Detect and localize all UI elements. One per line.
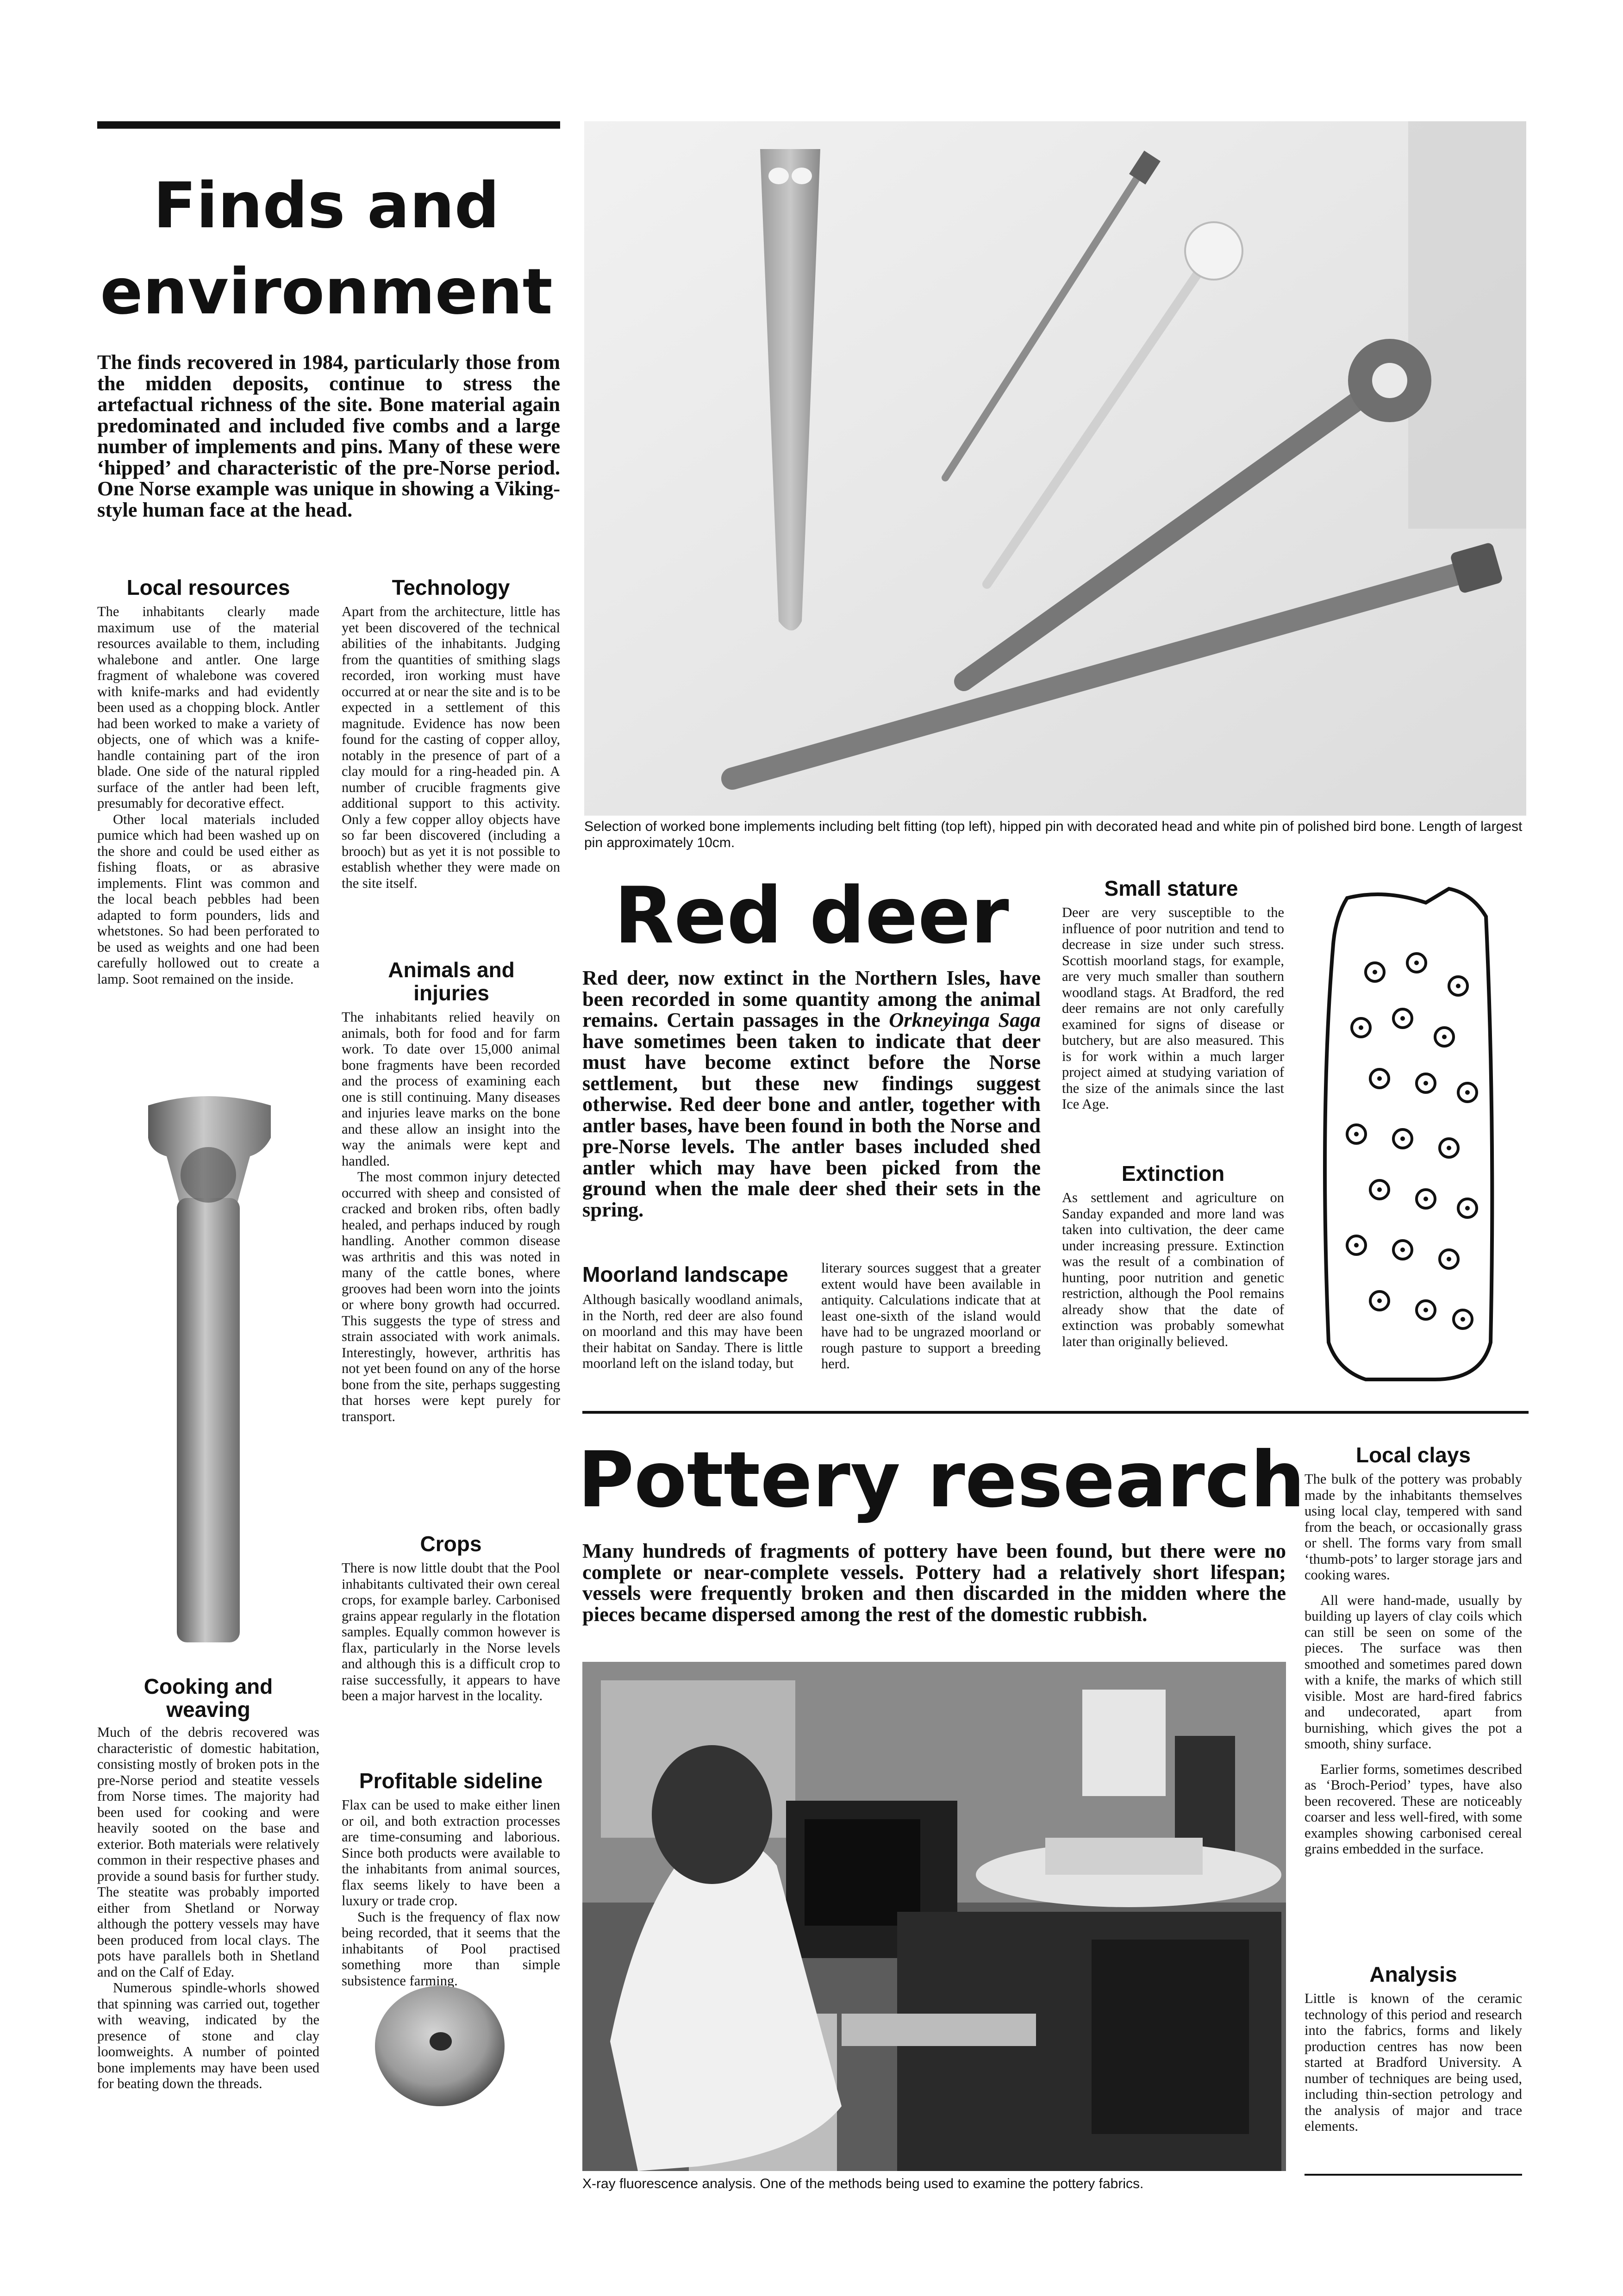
sideline-p1: Flax can be used to make either linen or oil, and both extraction processes are time-consuming and laborious. Since both products were available to the inhabitants from animal sources, flax seems likely to have been a luxury or trade crop. (342, 1797, 560, 1909)
extinction-heading: Extinction (1121, 1161, 1225, 1185)
antler-drawing (1310, 880, 1514, 1393)
local-clays-text (1305, 1471, 1522, 1857)
animals-p1: The inhabitants relied heavily on animals, both for food and for farm work. To date over 15,000 animal bone fragments have been recorded and the process of examining each one is still continuing. Many diseases and injuries leave marks on the bone and these allow an insight into the way the animals were kept and handled. (342, 1009, 560, 1169)
finds-title-line2: environment (100, 256, 553, 329)
technology-heading: Technology (392, 575, 510, 599)
bone-implements-photo (584, 121, 1526, 816)
local-clays-p1: The bulk of the pottery was probably made by the inhabitants themselves using local clay, tempered with sand from the beach, or occasionally grass or shell. The forms vary from small ‘thumb-pots’ to larger storage jars and cooking wares. (1305, 1471, 1522, 1583)
local-clays-heading: Local clays (1355, 1443, 1471, 1467)
red-deer-lead-saga: Orkneyinga Saga (889, 1008, 1041, 1031)
local-resources-heading: Local resources (126, 575, 290, 599)
local-clays-p2: All were hand-made, usually by building up layers of clay coils which can still be seen on some of the pieces. The surface was then smoothed and sometimes pared down with a knife, the marks of which still visible. Most are hard-fired fabrics and undecorated, apart from burnishing, which gives the pot a smooth, shiny surface. (1305, 1592, 1522, 1752)
animals-heading: Animals and injuries (388, 958, 515, 1005)
red-deer-lead-post: have sometimes been taken to indicate that deer must have become extinct before the Norse settlement, but these new findings suggest otherwise. Red deer bone and antler, together with antler bases, have been found in both the Norse and pre-Norse levels. The antler bases included shed antler which may have been picked from the ground when the male deer shed their sets in the spring. (582, 1029, 1041, 1221)
pottery-title: Pottery research (578, 1435, 1305, 1525)
spindle-whorl-photo (370, 1972, 509, 2115)
cooking-heading: Cooking and weaving (144, 1674, 273, 1722)
pottery-lead: Many hundreds of fragments of pottery have been found, but there were no complete or near-complete vessels. Pottery had a relatively short lifespan; vessels were frequently broken and then discarded in the midden where the pieces became dispersed among the rest of the domestic rubbish. (582, 1539, 1286, 1626)
xrf-photo (582, 1662, 1286, 2171)
sideline-heading: Profitable sideline (359, 1769, 543, 1793)
stone-implement-photo (139, 1087, 278, 1652)
red-deer-title: Red deer (614, 870, 1009, 961)
moorland-text-col1 (582, 1292, 803, 1372)
stature-text (1062, 905, 1284, 1112)
bone-implements-image (584, 121, 1526, 816)
xrf-photo-caption: X-ray fluorescence analysis. One of the methods being used to examine the pottery fabrics. (582, 2176, 1144, 2191)
xrf-photo-image (582, 1662, 1286, 2171)
moorland-text-col2 (821, 1260, 1041, 1372)
animals-p2: The most common injury detected occurred with sheep and consisted of cracked and broken ribs, often badly healed, and perhaps induced by rough handling. Another common disease was arthritis and this was noted in many of the cattle bones, where grooves had been worn into the joints or where bony growth had occurred. This suggests the type of stress and strain associated with work animals. Interestingly, however, arthritis has not yet been found on any of the horse bone from the site, perhaps suggesting that horses were kept purely for transport. (342, 1169, 560, 1424)
finds-title (93, 163, 560, 335)
top-rule (97, 121, 560, 129)
crops-text (342, 1560, 560, 1704)
local-resources-text (97, 604, 319, 987)
finds-title-line1: Finds and (153, 169, 499, 243)
moorland-p1a: Although basically woodland animals, in the North, red deer are also found on moorland and this may have been their habitat on Sanday. There is little moorland left on the island today, but (582, 1292, 803, 1371)
stature-heading: Small stature (1104, 876, 1238, 900)
cooking-p1: Much of the debris recovered was characteristic of domestic habitation, consisting mostly of broken pots in the pre-Norse period and steatite vessels from Norse times. The majority had been used for cooking and were heavily sooted on the base and exterior. Both materials were relatively common in their respective phases and provide a sound basis for further study. The steatite was probably imported either from Shetland or Norway although the pottery vessels may have been produced from local clays. The pots have parallels both in Shetland and on the Calf of Eday. (97, 1724, 319, 1980)
extinction-p1: As settlement and agriculture on Sanday expanded and more land was taken into cultivation, the deer came under increasing pressure. Extinction was the result of a combination of hunting, poor nutrition and genetic restriction, although the Pool remains already show that the date of extinction was probably somewhat later than originally believed. (1062, 1190, 1284, 1349)
red-deer-lead-pre: Red deer, now extinct in the Northern Isles, have been recorded in some quantity among the animal remains. Certain passages in the (582, 966, 1041, 1031)
cooking-text (97, 1724, 319, 2092)
cooking-p2: Numerous spindle-whorls showed that spinning was carried out, together with weaving, indicated by the presence of stone and clay loomweights. A number of pointed bone implements may have been used for beating down the threads. (97, 1980, 319, 2091)
antler-drawing-image (1310, 880, 1514, 1393)
sideline-p2: Such is the frequency of flax now being recorded, that it seems that the inhabitants of Pool practised something more than simple subsistence farming. (342, 1909, 560, 1989)
animals-text (342, 1009, 560, 1424)
analysis-p1: Little is known of the ceramic technology of this period and research into the fabrics, forms and likely production centres has now been started at Bradford University. A number of techniques are being used, including thin-section petrology and the analysis of major and trace elements. (1305, 1990, 1522, 2134)
red-deer-lead (582, 967, 1041, 1220)
technology-p1: Apart from the architecture, little has yet been discovered of the technical abilities of the inhabitants. Judging from the quantities of smithing slags recorded, iron working must have occurred at or near the site and is to be expected in a settlement of this magnitude. Evidence has now been found for the casting of copper alloy, notably in the presence of part of a clay mould for a ring-headed pin. A number of crucible fragments give additional support to this activity. Only a few copper alloy objects have so far been discovered (including a brooch) but as yet it is not possible to establish whether they were made on the site itself. (342, 604, 560, 891)
local-resources-p2: Other local materials included pumice which had been washed up on the shore and could be used either as fishing floats, or as abrasive implements. Flint was common and the local beach pebbles had been adapted to form pounders, lids and whetstones. So had been perforated to be used as weights and one had been carefully hollowed out to create a lamp. Soot remained on the inside. (97, 811, 319, 987)
extinction-text (1062, 1190, 1284, 1349)
bone-photo-caption: Selection of worked bone implements including belt fitting (top left), hipped pin with decorated head and white pin of polished bird bone. Length of largest pin approximately 10cm. (584, 819, 1523, 850)
stature-p1: Deer are very susceptible to the influence of poor nutrition and tend to decrease in size under such stress. Scottish moorland stags, for example, are very much smaller than southern woodland stags. At Bradford, the red deer remains are not only carefully examined for signs of disease or butchery, but are also measured. This is for work within a much larger project aimed at studying variation of the size of the animals since the last Ice Age. (1062, 905, 1284, 1112)
analysis-heading: Analysis (1369, 1962, 1457, 1986)
crops-heading: Crops (420, 1532, 482, 1556)
pottery-rule (582, 1411, 1529, 1414)
sideline-text (342, 1797, 560, 1989)
moorland-p1b: literary sources suggest that a greater extent would have been available in antiquity. Calculations indicate that at least one-sixth of the island would have had to be ungrazed moorland or rough pasture to support a breeding herd. (821, 1260, 1041, 1372)
moorland-heading: Moorland landscape (582, 1262, 788, 1286)
analysis-end-rule (1305, 2174, 1522, 2176)
analysis-text (1305, 1990, 1522, 2134)
stone-implement-image (139, 1087, 278, 1652)
local-resources-p1: The inhabitants clearly made maximum use of the material resources available to them, including whalebone and antler. One large fragment of whalebone was covered with knife-marks and had evidently been used as a chopping block. Antler had been worked to make a variety of objects, one of which was a knife-handle containing part of the iron blade. One side of the natural rippled surface of the antler had been left, presumably for decorative effect. (97, 604, 319, 811)
crops-p1: There is now little doubt that the Pool inhabitants cultivated their own cereal crops, for example barley. Carbonised grains appear regularly in the flotation samples. Equally common however is flax, particularly in the Norse levels and although this is a difficult crop to raise successfully, it appears to have been a major harvest in the locality. (342, 1560, 560, 1703)
spindle-whorl-image (370, 1972, 509, 2115)
technology-text (342, 604, 560, 891)
finds-intro: The finds recovered in 1984, particularly those from the midden deposits, continue to stress the artefactual richness of the site. Bone material again predominated and included five combs and a large number of implements and pins. Many of these were ‘hipped’ and characteristic of the pre-Norse period. One Norse example was unique in showing a Viking-style human face at the head. (97, 350, 560, 521)
local-clays-p3: Earlier forms, sometimes described as ‘Broch-Period’ types, have also been recovered. These are noticeably coarser and less well-fired, with some examples showing carbonised cereal grains embedded in the surface. (1305, 1761, 1522, 1857)
